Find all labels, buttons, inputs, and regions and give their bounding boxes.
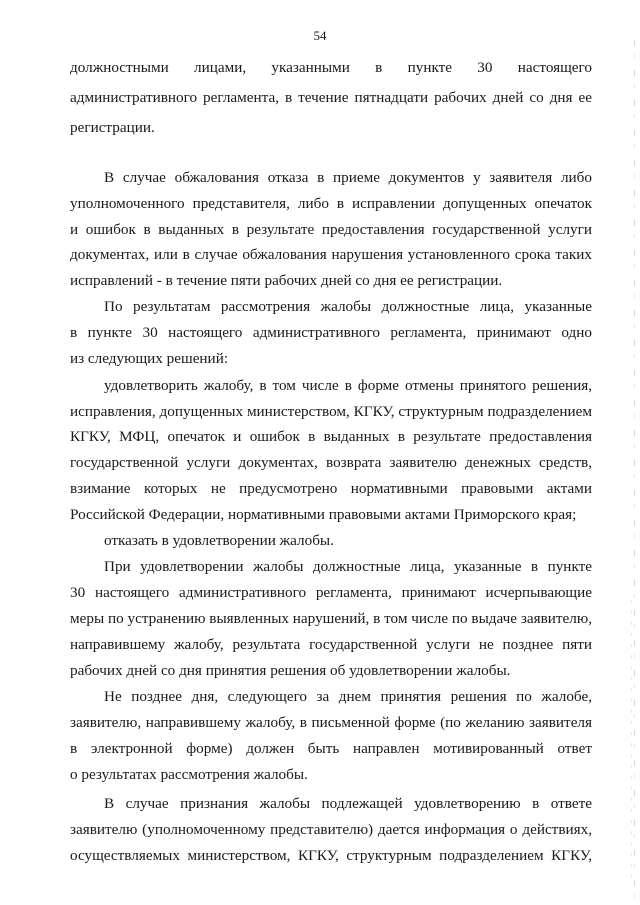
text-line: удовлетворить жалобу, в том числе в форме отмены принятого решения,: [104, 377, 592, 394]
text-line: В случае обжалования отказа в приеме документов у заявителя либо: [104, 169, 592, 186]
text-line: исправлений - в течение пяти рабочих дней со дня ее регистрации.: [70, 272, 503, 289]
text-line: государственной услуги документах, возврата заявителю денежных средств,: [70, 454, 592, 471]
text-line: регистрации.: [70, 119, 155, 136]
text-line: осуществляемых министерством, КГКУ, структурным подразделением КГКУ,: [70, 847, 592, 864]
text-line: При удовлетворении жалобы должностные лица, указанные в пункте: [104, 558, 592, 575]
text-line: уполномоченного представителя, либо в исправлении допущенных опечаток: [70, 195, 592, 212]
text-line: рабочих дней со дня принятия решения об удовлетворении жалобы.: [70, 662, 511, 679]
text-line: о результатах рассмотрения жалобы.: [70, 766, 308, 783]
text-line: заявителю, направившему жалобу, в письменной форме (по желанию заявителя: [70, 714, 592, 731]
scan-edge-artifact: [631, 600, 632, 880]
text-line: исправления, допущенных министерством, КГКУ, структурным подразделением: [70, 403, 592, 420]
text-line: 30 настоящего административного регламента, принимают исчерпывающие: [70, 584, 592, 601]
text-line: Российской Федерации, нормативными правовыми актами Приморского края;: [70, 506, 577, 523]
scan-edge-artifact: [634, 40, 635, 900]
text-line: Не позднее дня, следующего за днем принятия решения по жалобе,: [104, 688, 592, 705]
text-line: документах, или в случае обжалования нарушения установленного срока таких: [70, 246, 592, 263]
text-line: и ошибок в выданных в результате предоставления государственной услуги: [70, 221, 592, 238]
text-line: КГКУ, МФЦ, опечаток и ошибок в выданных в результате предоставления: [70, 428, 592, 445]
text-line: заявителю (уполномоченному представителю) дается информация о действиях,: [70, 821, 592, 838]
text-line: направившему жалобу, результата государственной услуги не позднее пяти: [70, 636, 592, 653]
text-line: из следующих решений:: [70, 350, 229, 367]
text-line: взимание которых не предусмотрено нормативными правовыми актами: [70, 480, 592, 497]
text-line: отказать в удовлетворении жалобы.: [104, 532, 334, 549]
text-line: административного регламента, в течение пятнадцати рабочих дней со дня ее: [70, 89, 592, 106]
text-line: В случае признания жалобы подлежащей удовлетворению в ответе: [104, 795, 592, 812]
text-line: в электронной форме) должен быть направлен мотивированный ответ: [70, 740, 592, 757]
page-number: 54: [313, 28, 327, 43]
text-line: в пункте 30 настоящего административного регламента, принимают одно: [70, 324, 592, 341]
text-line: меры по устранению выявленных нарушений, в том числе по выдаче заявителю,: [70, 610, 592, 627]
text-line: должностными лицами, указанными в пункте 30 настоящего: [70, 59, 592, 76]
text-line: По результатам рассмотрения жалобы должностные лица, указанные: [104, 298, 592, 315]
